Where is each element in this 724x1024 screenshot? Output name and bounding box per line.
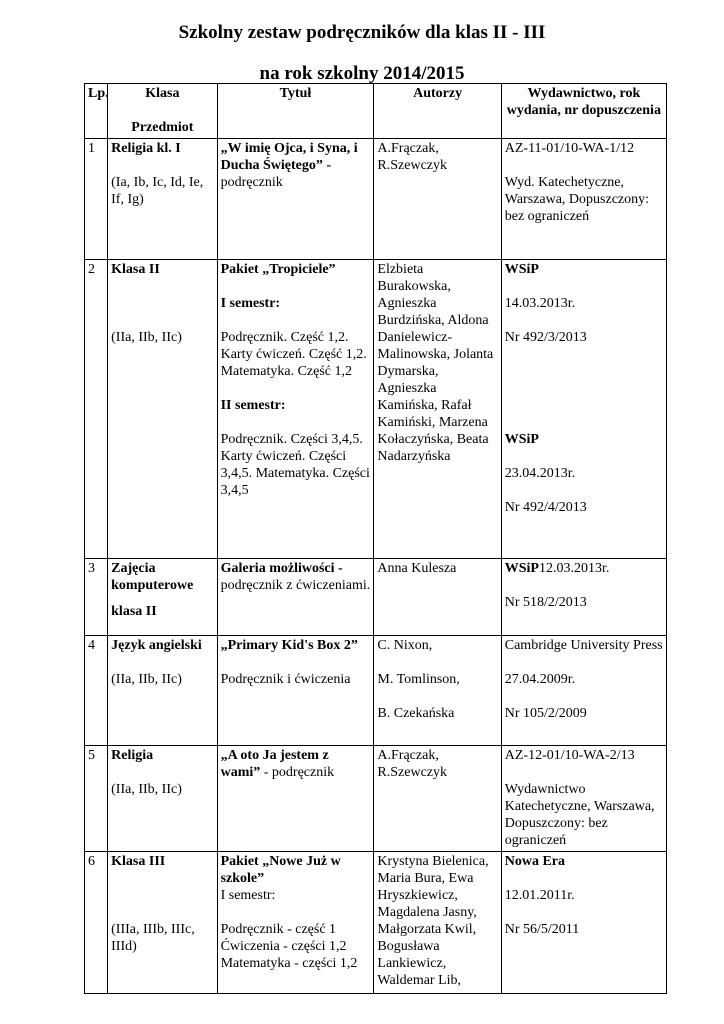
document-subtitle: na rok szkolny 2014/2015	[259, 63, 465, 84]
semester-2-label: II semestr:	[220, 398, 286, 413]
approval-date: 23.04.2013r.	[504, 466, 576, 481]
tytul-bold: „W imię Ojca, i Syna, i Ducha Świętego” -	[220, 141, 358, 173]
header-tytul: Tytuł	[217, 84, 374, 139]
header-row	[85, 84, 667, 139]
tytul-bold: Pakiet „Nowe Już w szkole”	[220, 854, 341, 886]
author: A.Frączak,	[377, 748, 439, 763]
cell-klasa	[108, 746, 217, 852]
tytul-rest: Podręcznik i ćwiczenia	[220, 672, 351, 687]
header-wydawnictwo: Wydawnictwo, rok wydania, nr dopuszczenia	[501, 84, 666, 139]
cell-autorzy	[374, 636, 501, 746]
approval-number: AZ-12-01/10-WA-2/13	[504, 748, 635, 763]
cell-wydawnictwo	[501, 636, 666, 746]
approval-date: 12.03.2013r.	[538, 561, 610, 576]
cell-lp: 3	[85, 559, 108, 636]
author: C. Nixon,	[377, 638, 433, 653]
cell-autorzy: Anna Kulesza	[374, 559, 501, 636]
klasa-level: klasa II	[111, 604, 157, 619]
cell-klasa	[108, 852, 217, 994]
publisher: Cambridge University Press	[504, 638, 663, 653]
klasa-name: Religia	[111, 748, 154, 763]
semester-1-item: Matematyka - części 1,2	[220, 956, 358, 971]
table-row	[85, 559, 667, 636]
table-row	[85, 260, 667, 559]
klasa-groups: (IIa, IIb, IIc)	[111, 672, 182, 687]
publisher: Wydawnictwo Katechetyczne, Warszawa, Dopuszczony: bez ograniczeń	[504, 782, 655, 848]
tytul-bold: „A oto Ja jestem z wami”	[220, 748, 329, 780]
cell-klasa	[108, 636, 217, 746]
approval-number: Nr 105/2/2009	[504, 706, 587, 721]
table-row	[85, 852, 667, 994]
klasa-groups: (Ia, Ib, Ic, Id, Ie, If, Ig)	[111, 175, 204, 207]
cell-tytul	[217, 746, 374, 852]
publisher: WSiP	[504, 432, 539, 447]
tytul-rest: - podręcznik	[260, 765, 335, 780]
klasa-name: Język angielski	[111, 638, 202, 653]
klasa-name: Klasa II	[111, 262, 160, 277]
klasa-name: Zajęcia komputerowe	[111, 561, 194, 593]
approval-number: Nr 56/5/2011	[504, 922, 580, 937]
cell-klasa	[108, 559, 217, 636]
cell-tytul	[217, 852, 374, 994]
approval-date: 14.03.2013r.	[504, 296, 576, 311]
cell-autorzy: Krystyna Bielenica, Maria Bura, Ewa Hryszkiewicz, Magdalena Jasny, Małgorzata Kwil, Bogusława Lankiewicz, Waldemar Lib,	[374, 852, 501, 994]
table-row	[85, 746, 667, 852]
semester-1-item: Ćwiczenia - części 1,2	[220, 939, 347, 954]
cell-wydawnictwo	[501, 139, 666, 260]
cell-wydawnictwo	[501, 260, 666, 559]
semester-2-materials: Podręcznik. Części 3,4,5. Karty ćwiczeń. Części 3,4,5. Matematyka. Części 3,4,5	[220, 432, 370, 498]
header-lp: Lp.	[85, 84, 108, 139]
cell-lp: 4	[85, 636, 108, 746]
approval-number: Nr 518/2/2013	[504, 595, 587, 610]
publisher: Nowa Era	[504, 854, 566, 869]
cell-wydawnictwo	[501, 559, 666, 636]
cell-lp: 2	[85, 260, 108, 559]
approval-date: 12.01.2011r.	[504, 888, 575, 903]
tytul-rest: podręcznik z ćwiczeniami.	[220, 578, 371, 593]
publisher: Wyd. Katechetyczne, Warszawa, Dopuszczony: bez ograniczeń	[504, 175, 650, 224]
author: M. Tomlinson,	[377, 672, 460, 687]
tytul-bold: Galeria możliwości -	[220, 561, 343, 576]
cell-lp: 5	[85, 746, 108, 852]
klasa-groups: (IIIa, IIIb, IIIc, IIId)	[111, 922, 195, 954]
tytul-bold: „Primary Kid's Box 2”	[220, 638, 358, 653]
cell-wydawnictwo	[501, 746, 666, 852]
klasa-name: Religia kl. I	[111, 141, 181, 156]
cell-autorzy: Elzbieta Burakowska, Agnieszka Burdzińska, Aldona Danielewicz-Malinowska, Jolanta Dymarska, Agnieszka Kamińska, Rafał Kamiński, Marzena Kołaczyńska, Beata Nadarzyńska	[374, 260, 501, 559]
approval-date: 27.04.2009r.	[504, 672, 576, 687]
cell-lp: 6	[85, 852, 108, 994]
cell-lp: 1	[85, 139, 108, 260]
klasa-groups: (IIa, IIb, IIc)	[111, 330, 182, 345]
approval-number: Nr 492/4/2013	[504, 500, 587, 515]
cell-autorzy	[374, 139, 501, 260]
header-autorzy: Autorzy	[374, 84, 501, 139]
cell-tytul	[217, 559, 374, 636]
klasa-groups: (IIa, IIb, IIc)	[111, 782, 182, 797]
publisher: WSiP	[504, 561, 539, 576]
header-klasa-label: Klasa	[145, 86, 180, 101]
textbook-table	[84, 83, 667, 994]
semester-1-label: I semestr:	[220, 296, 281, 311]
table-row	[85, 636, 667, 746]
cell-klasa	[108, 139, 217, 260]
publisher: WSiP	[504, 262, 539, 277]
semester-1-item: Podręcznik - część 1	[220, 922, 337, 937]
author: A.Frączak,	[377, 141, 439, 156]
approval-number: AZ-11-01/10-WA-1/12	[504, 141, 635, 156]
table-row	[85, 139, 667, 260]
author: R.Szewczyk	[377, 765, 447, 780]
klasa-name: Klasa III	[111, 854, 166, 869]
author: R.Szewczyk	[377, 158, 447, 173]
document-title: Szkolny zestaw podręczników dla klas II - III	[178, 22, 546, 43]
tytul-bold: Pakiet „Tropiciele”	[220, 262, 336, 277]
cell-wydawnictwo	[501, 852, 666, 994]
semester-1-label: I semestr:	[220, 888, 276, 903]
tytul-rest: podręcznik	[220, 175, 283, 190]
cell-klasa	[108, 260, 217, 559]
header-przedmiot-label: Przedmiot	[131, 120, 194, 135]
author: B. Czekańska	[377, 706, 455, 721]
cell-tytul	[217, 139, 374, 260]
header-klasa	[108, 84, 217, 139]
semester-1-materials: Podręcznik. Część 1,2. Karty ćwiczeń. Część 1,2. Matematyka. Część 1,2	[220, 330, 367, 379]
cell-tytul	[217, 260, 374, 559]
cell-tytul	[217, 636, 374, 746]
cell-autorzy	[374, 746, 501, 852]
approval-number: Nr 492/3/2013	[504, 330, 587, 345]
